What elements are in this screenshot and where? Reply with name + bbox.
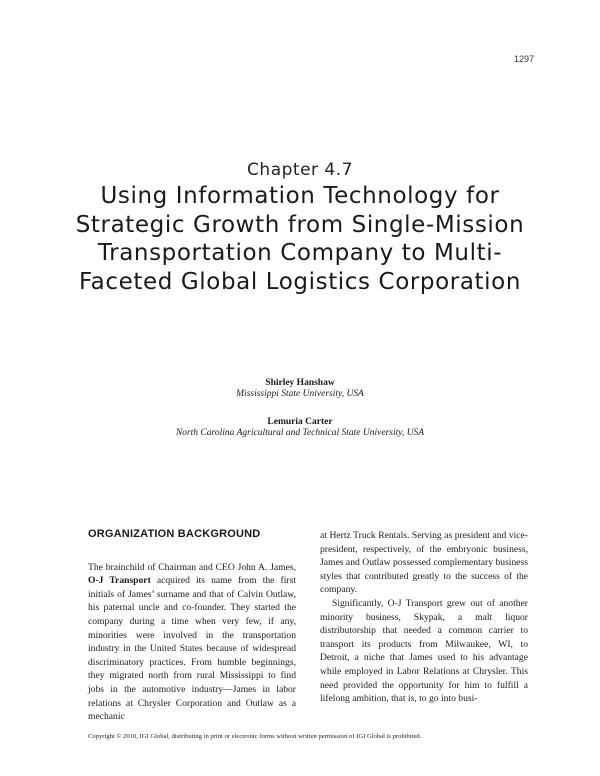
author-block bbox=[0, 378, 600, 399]
author-name: Shirley Hanshaw bbox=[265, 378, 335, 388]
body-paragraph: Significantly, O-J Transport grew out of another minority business, Skypak, a malt liquor distributorship that needed a common carrier to transport its products from Milwaukee, WI, to Detroit, a niche that James used to his advantage while employed in Labor Relations at Chrysler. This need provided the opportunity for him to fulfill a lifelong ambition, that is, to go into busi- bbox=[320, 597, 528, 705]
left-column bbox=[88, 528, 296, 724]
page-number: 1297 bbox=[513, 54, 534, 64]
body-paragraph bbox=[88, 561, 296, 724]
author-affiliation: Mississippi State University, USA bbox=[236, 389, 364, 399]
paragraph-text: The brainchild of Chairman and CEO John A. James, bbox=[88, 561, 296, 573]
paragraph-text: acquired its name from the first initials of James’ surname and that of Calvin Outlaw, his paternal uncle and co-founder. They started the company during a time when very few, if any, minorities were involved in the transportation industry in the United States because of widespread discriminatory practices. From humble beginnings, they migrated north from rural Mississippi to find jobs in the automotive industry—James in labor relations at Chrysler Corporation and Outlaw as a mechanic bbox=[88, 575, 296, 723]
right-column bbox=[320, 529, 528, 706]
author-block bbox=[0, 417, 600, 438]
chapter-label: Chapter 4.7 bbox=[247, 160, 353, 180]
section-heading: ORGANIZATION BACKGROUND bbox=[88, 528, 261, 540]
copyright-notice: Copyright © 2010, IGI Global, distributing in print or electronic forms without written permission of IGI Global is prohibited. bbox=[88, 733, 422, 740]
body-paragraph: at Hertz Truck Rentals. Serving as president and vice-president, respectively, of the embryonic business, James and Outlaw possessed complementary business styles that contributed greatly to the success of the company. bbox=[320, 530, 528, 596]
author-affiliation: North Carolina Agricultural and Technical State University, USA bbox=[175, 428, 425, 438]
chapter-title: Using Information Technology for Strategic Growth from Single-Mission Transportation Company to Multi-Faceted Global Logistics Corporation bbox=[75, 183, 525, 295]
author-name: Lemuria Carter bbox=[267, 417, 333, 427]
company-name: O-J Transport bbox=[88, 575, 151, 587]
